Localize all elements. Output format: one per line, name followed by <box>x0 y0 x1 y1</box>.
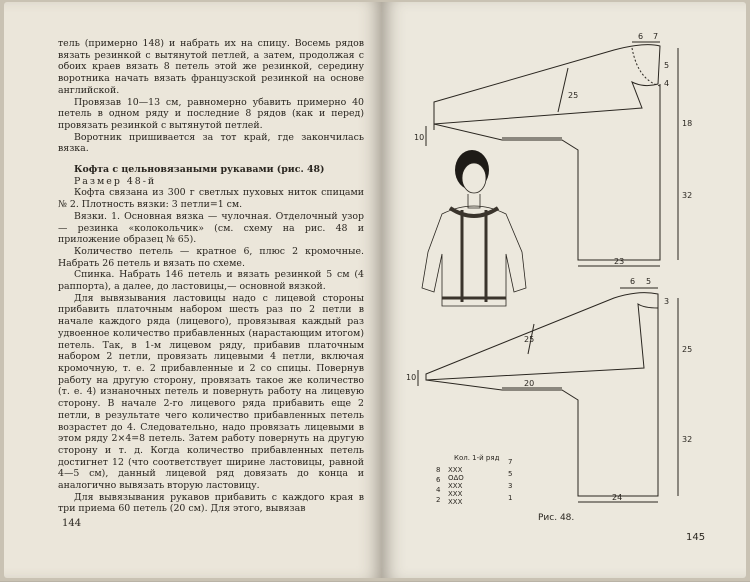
dim-label: 3 <box>664 297 670 306</box>
chart-row-number: 5 <box>508 470 513 478</box>
left-page <box>4 2 382 578</box>
dim-label: 32 <box>682 435 693 444</box>
chart-row: XXX <box>448 482 463 490</box>
dim-label: 25 <box>524 335 535 344</box>
chart-row: XXX <box>448 490 463 498</box>
chart-row-number: 1 <box>508 494 513 502</box>
chart-row-number: 6 <box>436 476 441 484</box>
model-illustration <box>422 150 526 306</box>
chart-row: XXX <box>448 466 463 474</box>
dim-label: 18 <box>682 119 693 128</box>
chart-row: ΟΔΟ <box>448 474 464 482</box>
dim-label: 25 <box>568 91 579 100</box>
paragraph: Воротник пришивается за тот край, где закончилась вязка. <box>58 131 364 155</box>
size-line: Размер 48-й <box>74 175 157 187</box>
paragraph: Для вывязывания ластовицы надо с лицевой стороны прибавить платочным набором шесть раз по 2 петли в начале каждого ряда (лицевого), провязывая каждый раз удвоенное количество прибавленных (нарастающим итогом) петель. Так, в 1-м лицевом ряду, прибавив платочным набором 2 петли, провязать лицевыми 4 петли, включая кромочную, т. е. 2 прибавленные и 2 со спицы. Повернув работу на другую сторону, провязать такое же количество (т. е. 4) изнаночных петель и повернуть работу на лицевую сторону. В начале 2-го лицевого ряда прибавить еще 2 петли, в результате чего количество прибавленных петель возрастет до 4. Следовательно, надо провязать лицевыми в этом ряду 2×4=8 петель. Затем работу повернуть на другую сторону и т. д. Когда количество прибавленных петель достигнет 12 (что соответствует ширине ластовицы, равной 4—5 см), данный лицевой ряд довязать до конца и аналогично вывязать вторую ластовицу. <box>58 292 364 492</box>
chart-row-number: 3 <box>508 482 513 490</box>
right-page <box>382 2 746 578</box>
dim-label: 23 <box>614 257 625 266</box>
dim-label: 6 <box>630 277 636 286</box>
dim-label: 5 <box>664 61 670 70</box>
chart-row-number: 4 <box>436 486 441 494</box>
paragraph: Количество петель — кратное 6, плюс 2 кромочные. Набрать 26 петель и вязать по схеме. <box>58 245 364 269</box>
dim-label: 10 <box>406 373 417 382</box>
dim-label: 4 <box>664 79 670 88</box>
chart-header: Кол. 1-й ряд <box>454 454 500 462</box>
paragraph: тель (примерно 148) и набрать их на спицу. Восемь рядов вязать резинкой с вытянутой петлей, а затем, продолжая с обоих краев вязать 8 петель этой же резинкой, середину воротника начать вязать французской резинкой на основе английской. <box>58 38 364 96</box>
paragraph: Вязки. 1. Основная вязка — чулочная. Отделочный узор — резинка «колокольчик» (см. схему на рис. 48 и приложение образец № 65). <box>58 210 364 246</box>
paragraph: Для вывязывания рукавов прибавить с каждого края в три приема 60 петель (20 см). Для этого, вывязав <box>58 491 364 515</box>
dim-label: 25 <box>682 345 693 354</box>
stitch-chart <box>436 454 512 506</box>
section-heading: Кофта с цельновязаными рукавами (рис. 48) <box>74 164 325 176</box>
paragraph: Кофта связана из 300 г светлых пуховых ниток спицами № 2. Плотность вязки: 3 петли=1 см. <box>58 187 364 211</box>
dim-label: 24 <box>612 493 623 502</box>
dim-label: 7 <box>653 32 659 41</box>
page-number-left: 144 <box>62 518 82 529</box>
chart-row: XXX <box>448 498 463 506</box>
chart-row-number: 8 <box>436 466 441 474</box>
chart-row-number: 2 <box>436 496 441 504</box>
chart-row-number: 7 <box>508 458 513 466</box>
pattern-figure <box>382 2 746 578</box>
dim-label: 6 <box>638 32 644 41</box>
paragraph: Провязав 10—13 см, равномерно убавить примерно 40 петель в одном ряду и последние 8 рядов (как и перед) провязать резинкой с вытянутой петлей. <box>58 96 364 131</box>
figure-caption: Рис. 48. <box>538 513 575 523</box>
dim-label: 10 <box>414 133 425 142</box>
dim-label: 32 <box>682 191 693 200</box>
dim-label: 20 <box>524 379 535 388</box>
page-number-right: 145 <box>686 532 706 543</box>
left-page-text <box>58 38 364 515</box>
dim-label: 5 <box>646 277 652 286</box>
paragraph: Спинка. Набрать 146 петель и вязать резинкой 5 см (4 раппорта), а далее, до ластовицы,— основной вязкой. <box>58 269 364 293</box>
